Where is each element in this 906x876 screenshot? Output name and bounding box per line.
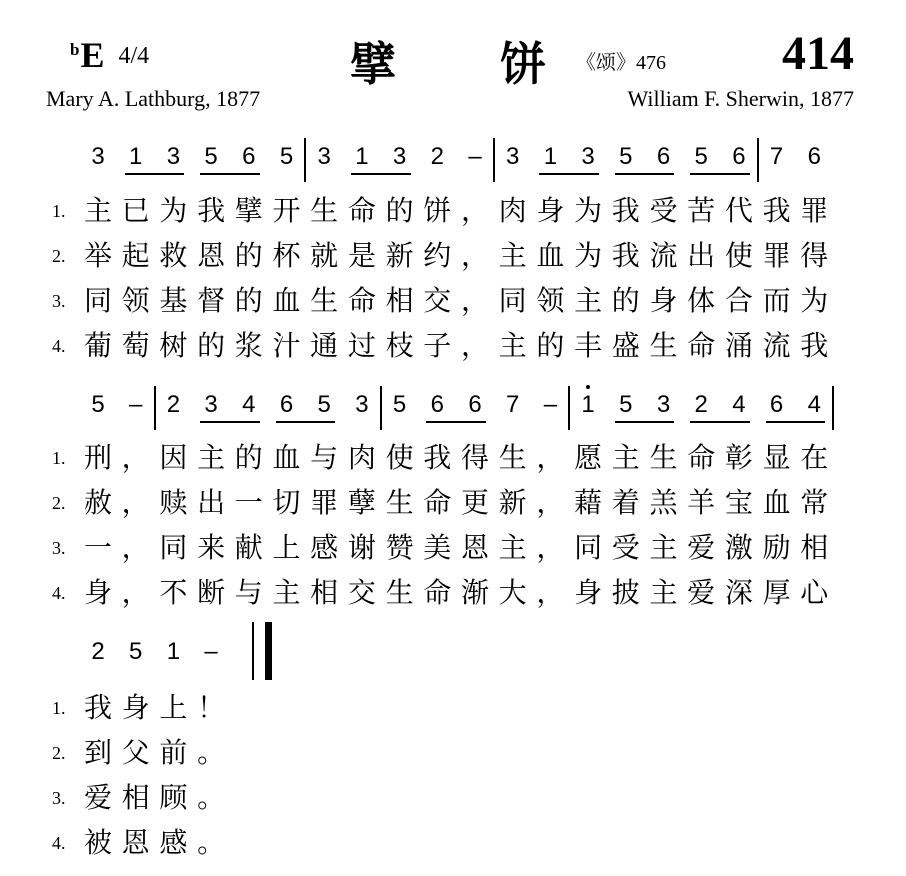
lyric-char: 主 <box>498 329 527 362</box>
note: 3 <box>581 143 595 170</box>
beam-underline <box>690 173 750 175</box>
lyric-char: 罪 <box>310 486 339 519</box>
lyric-char: 上 <box>272 531 301 564</box>
lyric-char: 。 <box>197 736 226 769</box>
lyric-char: 恩 <box>197 239 226 272</box>
verse-number: 3. <box>52 538 66 558</box>
lyric-char: 顾 <box>159 781 188 814</box>
lyric-char: 身 <box>536 194 565 227</box>
note: 6 <box>732 143 746 170</box>
lyric-char: 肉 <box>498 194 527 227</box>
lyric-char: 约 <box>423 239 452 272</box>
lyric-char: 代 <box>724 194 753 227</box>
lyric-char: ， <box>536 441 565 474</box>
lyric-char: ， <box>536 531 565 564</box>
lyric-char: 汁 <box>272 329 301 362</box>
lyric-char: 就 <box>310 239 339 272</box>
note: 5 <box>279 143 294 170</box>
lyric-char: 主 <box>197 441 226 474</box>
lyric-char: 命 <box>347 284 376 317</box>
lyric-char: 。 <box>197 781 226 814</box>
note: 2 <box>91 638 105 665</box>
lyric-char: 披 <box>611 576 640 609</box>
lyric-char: 前 <box>159 736 188 769</box>
barline <box>757 138 759 182</box>
lyric-char: 主 <box>611 441 640 474</box>
beam-underline <box>125 173 185 175</box>
lyric-char: 新 <box>498 486 527 519</box>
lyric-char: 督 <box>197 284 226 317</box>
lyric-char: 不 <box>159 576 188 609</box>
lyric-char: 的 <box>234 284 263 317</box>
barline <box>493 138 495 182</box>
note: – <box>543 391 558 418</box>
note: – <box>468 143 482 170</box>
verse-number: 2. <box>52 493 66 513</box>
lyric-char: 爱 <box>687 576 716 609</box>
lyric-char: 主 <box>649 531 678 564</box>
lyric-char: 得 <box>800 239 829 272</box>
lyric-char: 藉 <box>574 486 603 519</box>
barline <box>380 386 382 430</box>
lyric-char: 使 <box>724 239 753 272</box>
lyric-char: 出 <box>197 486 226 519</box>
lyric-char: 爱 <box>687 531 716 564</box>
lyric-char: 主 <box>649 576 678 609</box>
lyric-char: 而 <box>762 284 791 317</box>
note: 3 <box>506 143 520 170</box>
barline <box>252 622 254 680</box>
lyric-char: 爱 <box>83 781 112 814</box>
lyric-char: 为 <box>800 284 829 317</box>
note: 2 <box>166 391 181 418</box>
note: – <box>204 638 218 665</box>
lyric-char: ， <box>121 576 150 609</box>
beam-underline <box>615 421 675 423</box>
note: 1 <box>543 143 558 170</box>
lyric-char: 常 <box>800 486 829 519</box>
note: 4 <box>732 391 746 418</box>
lyric-char: 献 <box>234 531 263 564</box>
beam-underline <box>200 421 260 423</box>
lyric-char: 领 <box>536 284 565 317</box>
lyric-char: 子 <box>423 329 452 362</box>
verse-number: 1. <box>52 698 66 718</box>
lyric-char: 宝 <box>724 486 753 519</box>
lyric-char: 过 <box>347 329 376 362</box>
lyric-char: 通 <box>310 329 339 362</box>
lyric-char: 赎 <box>159 486 188 519</box>
lyric-char: 与 <box>234 576 263 609</box>
note: 5 <box>619 143 633 170</box>
lyric-char: 感 <box>159 826 188 859</box>
lyric-char: 来 <box>197 531 226 564</box>
lyric-char: 显 <box>762 441 791 474</box>
lyric-char: 血 <box>272 284 301 317</box>
lyric-char: 一 <box>83 531 112 564</box>
barline <box>154 386 156 430</box>
lyric-char: 赦 <box>83 486 112 519</box>
verse-number: 4. <box>52 583 66 603</box>
lyric-char: 更 <box>460 486 489 519</box>
note: 1 <box>129 143 143 170</box>
note: 3 <box>355 391 369 418</box>
note: 3 <box>91 143 105 170</box>
note: 4 <box>807 391 821 418</box>
lyric-char: 厚 <box>762 576 791 609</box>
lyric-char: 恩 <box>121 826 150 859</box>
lyric-char: ， <box>460 284 489 317</box>
lyric-char: 使 <box>385 441 414 474</box>
octave-dot <box>586 385 590 389</box>
lyric-char: 生 <box>385 486 414 519</box>
lyric-char: 相 <box>121 781 150 814</box>
lyric-char: 生 <box>310 284 339 317</box>
beam-underline <box>200 173 260 175</box>
lyric-char: 生 <box>310 194 339 227</box>
lyric-char: 新 <box>385 239 414 272</box>
lyric-char: 孽 <box>347 486 376 519</box>
note: 1 <box>166 638 181 665</box>
verse-number: 2. <box>52 246 66 266</box>
lyric-char: 命 <box>347 194 376 227</box>
lyric-char: 彰 <box>724 441 753 474</box>
lyric-char: 血 <box>762 486 791 519</box>
key-note: E <box>80 35 105 75</box>
lyric-char: ， <box>121 486 150 519</box>
lyric-char: 得 <box>460 441 489 474</box>
verse-number: 1. <box>52 201 66 221</box>
lyric-char: 杯 <box>272 239 301 272</box>
lyric-char: 励 <box>762 531 791 564</box>
lyric-char: 同 <box>83 284 112 317</box>
lyric-char: 心 <box>800 576 829 609</box>
lyric-char: 父 <box>121 736 150 769</box>
lyric-char: 羔 <box>649 486 678 519</box>
lyric-char: 流 <box>649 239 678 272</box>
lyric-char: 交 <box>423 284 452 317</box>
note: 6 <box>242 143 256 170</box>
note: 6 <box>468 391 482 418</box>
lyric-char: 救 <box>159 239 188 272</box>
lyric-char: 的 <box>234 441 263 474</box>
lyric-char: 被 <box>83 826 112 859</box>
lyric-char: 生 <box>498 441 527 474</box>
lyric-char: 同 <box>498 284 527 317</box>
lyric-char: 主 <box>574 284 603 317</box>
lyric-char: ， <box>536 486 565 519</box>
lyric-char: 谢 <box>347 531 376 564</box>
lyric-char: 在 <box>800 441 829 474</box>
key-flat-sign: b <box>70 40 80 59</box>
lyric-char: 起 <box>121 239 150 272</box>
lyric-char: 萄 <box>121 329 150 362</box>
beam-underline <box>690 421 750 423</box>
lyric-char: 盛 <box>611 329 640 362</box>
time-signature: 4/4 <box>118 43 150 69</box>
lyric-char: 刑 <box>83 441 112 474</box>
note: 7 <box>506 391 520 418</box>
hymnal-reference: 《颂》476 <box>576 52 666 74</box>
lyric-char: 美 <box>423 531 452 564</box>
lyric-char: 树 <box>159 329 188 362</box>
beam-underline <box>766 421 826 423</box>
note: 2 <box>430 143 444 170</box>
lyric-char: 主 <box>498 531 527 564</box>
note: 5 <box>619 391 633 418</box>
lyric-char: 出 <box>687 239 716 272</box>
lyric-char: 生 <box>385 576 414 609</box>
lyric-char: 肉 <box>347 441 376 474</box>
lyric-char: 深 <box>724 576 753 609</box>
lyric-char: 我 <box>800 329 829 362</box>
lyric-char: 交 <box>347 576 376 609</box>
note: 5 <box>129 638 143 665</box>
barline <box>568 386 570 430</box>
note: 1 <box>581 391 595 418</box>
barline <box>832 386 834 430</box>
note: 5 <box>204 143 218 170</box>
lyric-char: 同 <box>159 531 188 564</box>
note: 5 <box>91 391 105 418</box>
lyric-char: ， <box>460 239 489 272</box>
lyric-char: 相 <box>385 284 414 317</box>
lyric-char: 为 <box>574 239 603 272</box>
lyric-char: 我 <box>762 194 791 227</box>
lyric-char: 的 <box>611 284 640 317</box>
verse-number: 3. <box>52 788 66 808</box>
lyric-char: 生 <box>649 441 678 474</box>
lyric-char: 命 <box>423 486 452 519</box>
note: 5 <box>694 143 708 170</box>
lyric-char: 血 <box>272 441 301 474</box>
lyric-char: 羊 <box>687 486 716 519</box>
lyric-char: 为 <box>159 194 188 227</box>
lyric-char: 我 <box>611 194 640 227</box>
lyric-char: 的 <box>234 239 263 272</box>
lyric-char: 流 <box>762 329 791 362</box>
lyric-char: 身 <box>83 576 112 609</box>
lyric-char: 我 <box>423 441 452 474</box>
note: 5 <box>317 391 331 418</box>
lyric-char: 。 <box>197 826 226 859</box>
lyric-char: 身 <box>574 576 603 609</box>
lyric-char: 受 <box>611 531 640 564</box>
note: 6 <box>656 143 671 170</box>
lyric-char: 上 <box>159 691 188 724</box>
note: 3 <box>392 143 407 170</box>
lyric-char: 着 <box>611 486 640 519</box>
beam-underline <box>615 173 675 175</box>
lyric-char: 命 <box>687 441 716 474</box>
lyric-char: ！ <box>197 691 226 724</box>
lyric-char: 已 <box>121 194 150 227</box>
note: 3 <box>317 143 331 170</box>
lyric-char: 生 <box>649 329 678 362</box>
lyric-char: 主 <box>272 576 301 609</box>
hymn-number: 414 <box>782 27 854 80</box>
beam-underline <box>276 421 336 423</box>
lyric-char: 主 <box>83 194 112 227</box>
beam-underline <box>351 173 411 175</box>
lyric-char: ， <box>121 531 150 564</box>
lyric-char: 的 <box>197 329 226 362</box>
lyric-char: 擘 <box>234 194 263 227</box>
lyric-char: 同 <box>574 531 603 564</box>
note: 6 <box>769 391 784 418</box>
lyric-char: 的 <box>385 194 414 227</box>
lyric-char: 激 <box>724 531 753 564</box>
lyric-char: 赞 <box>385 531 414 564</box>
note: 3 <box>656 391 671 418</box>
note: – <box>129 391 143 418</box>
key-signature <box>70 34 149 76</box>
lyric-char: 大 <box>498 576 527 609</box>
hymn-title-char-1: 擘 <box>350 37 396 91</box>
lyric-char: 举 <box>83 239 112 272</box>
lyric-char: 命 <box>687 329 716 362</box>
lyric-char: 与 <box>310 441 339 474</box>
lyric-char: 渐 <box>460 576 489 609</box>
lyric-char: 为 <box>574 194 603 227</box>
lyric-char: 命 <box>423 576 452 609</box>
lyric-char: 血 <box>536 239 565 272</box>
verse-number: 3. <box>52 291 66 311</box>
note: 6 <box>807 143 821 170</box>
note: 6 <box>279 391 294 418</box>
lyric-char: 恩 <box>460 531 489 564</box>
lyric-char: 浆 <box>234 329 263 362</box>
lyric-char: 受 <box>649 194 678 227</box>
lyric-char: 切 <box>272 486 301 519</box>
lyric-char: 相 <box>800 531 829 564</box>
lyric-char: 主 <box>498 239 527 272</box>
lyric-char: 我 <box>197 194 226 227</box>
lyric-char: 一 <box>234 486 263 519</box>
lyric-char: 基 <box>159 284 188 317</box>
lyric-char: 罪 <box>800 194 829 227</box>
beam-underline <box>539 173 599 175</box>
lyric-char: 断 <box>197 576 226 609</box>
lyric-char: 相 <box>310 576 339 609</box>
lyric-char: 苦 <box>687 194 716 227</box>
lyric-char: 涌 <box>724 329 753 362</box>
hymn-title-char-2: 饼 <box>500 37 546 91</box>
lyric-char: ， <box>536 576 565 609</box>
verse-number: 1. <box>52 448 66 468</box>
lyricist-credit: Mary A. Lathburg, 1877 <box>46 86 261 111</box>
verse-number: 2. <box>52 743 66 763</box>
note: 4 <box>242 391 256 418</box>
lyric-char: 丰 <box>574 329 603 362</box>
lyric-char: 罪 <box>762 239 791 272</box>
verse-number: 4. <box>52 336 66 356</box>
lyric-char: 身 <box>649 284 678 317</box>
lyric-char: 的 <box>536 329 565 362</box>
verse-number: 4. <box>52 833 66 853</box>
lyric-char: 葡 <box>83 329 112 362</box>
note: 6 <box>430 391 444 418</box>
lyric-char: ， <box>460 329 489 362</box>
note: 7 <box>769 143 784 170</box>
note: 5 <box>392 391 407 418</box>
barline <box>304 138 306 182</box>
final-barline <box>265 622 272 680</box>
note: 3 <box>166 143 181 170</box>
lyric-char: 体 <box>687 284 716 317</box>
note: 1 <box>355 143 369 170</box>
lyric-char: 到 <box>83 736 112 769</box>
lyric-char: 我 <box>83 691 112 724</box>
beam-underline <box>426 421 486 423</box>
lyric-char: 我 <box>611 239 640 272</box>
lyric-char: ， <box>121 441 150 474</box>
lyric-char: 是 <box>347 239 376 272</box>
lyric-char: 愿 <box>574 441 603 474</box>
lyric-char: ， <box>460 194 489 227</box>
lyric-char: 开 <box>272 194 301 227</box>
lyric-char: 身 <box>121 691 150 724</box>
note: 2 <box>694 391 708 418</box>
composer-credit: William F. Sherwin, 1877 <box>627 86 854 111</box>
lyric-char: 枝 <box>385 329 414 362</box>
lyric-char: 因 <box>159 441 188 474</box>
lyric-char: 领 <box>121 284 150 317</box>
note: 3 <box>204 391 218 418</box>
lyric-char: 饼 <box>423 194 452 227</box>
lyric-char: 合 <box>724 284 753 317</box>
lyric-char: 感 <box>310 531 339 564</box>
